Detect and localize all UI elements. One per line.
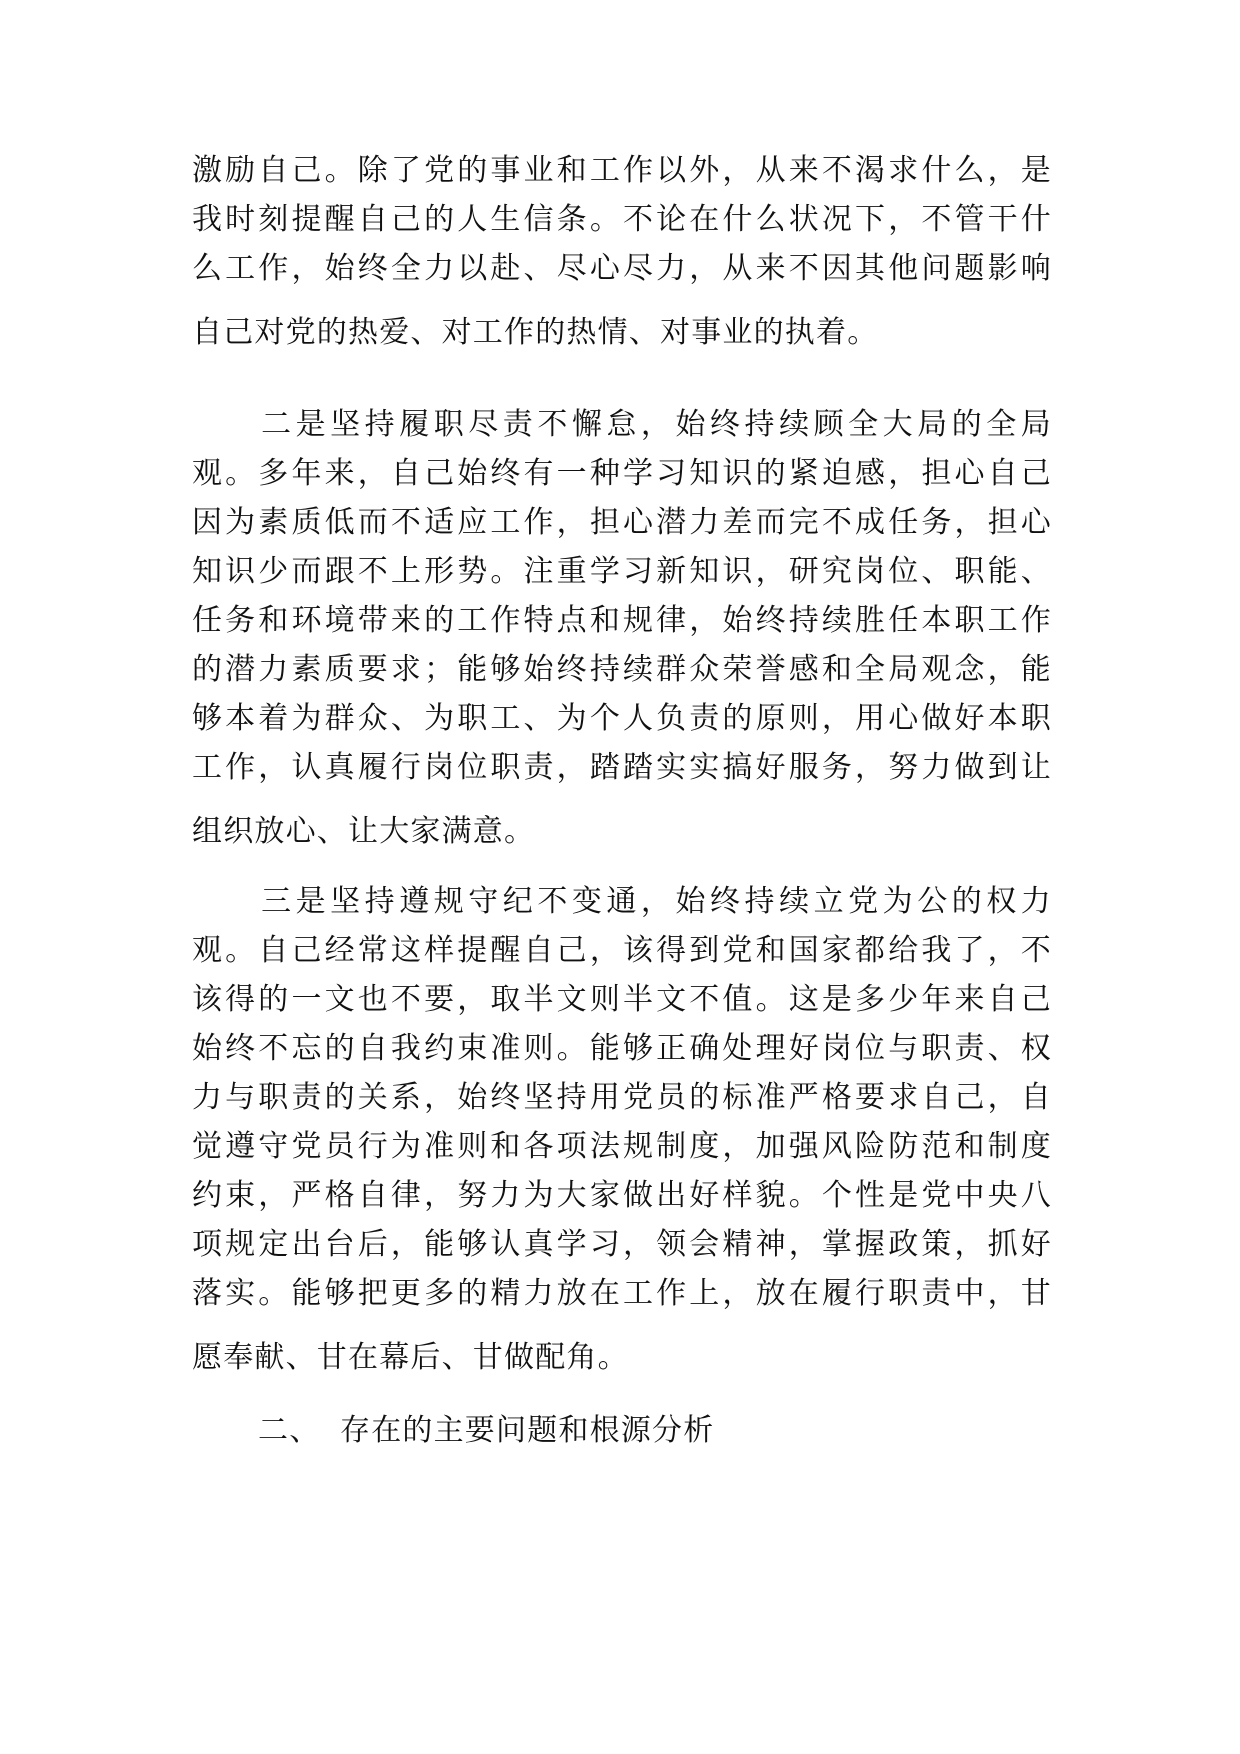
section-title: 存在的主要问题和根源分析 <box>340 1413 715 1448</box>
paragraph-1 <box>192 146 1052 357</box>
paragraph-line: 任务和环境带来的工作特点和规律，始终持续胜任本职工作 <box>192 603 1052 638</box>
paragraph-line: 力与职责的关系，始终坚持用党员的标准严格要求自己，自 <box>192 1080 1052 1115</box>
paragraph-line: 我时刻提醒自己的人生信条。不论在什么状况下，不管干什 <box>192 202 1052 237</box>
paragraph-line: 二是坚持履职尽责不懈怠，始终持续顾全大局的全局 <box>192 407 1052 442</box>
paragraph-line: 始终不忘的自我约束准则。能够正确处理好岗位与职责、权 <box>192 1031 1052 1066</box>
paragraph-line: 愿奉献、甘在幕后、甘做配角。 <box>192 1340 629 1375</box>
paragraph-line: 观。自己经常这样提醒自己，该得到党和国家都给我了，不 <box>192 933 1052 968</box>
paragraph-line: 该得的一文也不要，取半文则半文不值。这是多少年来自己 <box>192 982 1052 1017</box>
paragraph-line: 观。多年来，自己始终有一种学习知识的紧迫感，担心自己 <box>192 456 1052 491</box>
paragraph-line: 自己对党的热爱、对工作的热情、对事业的执着。 <box>192 315 879 350</box>
paragraph-3 <box>192 877 1052 1382</box>
section-number: 二、 <box>258 1413 321 1448</box>
paragraph-line: 的潜力素质要求；能够始终持续群众荣誉感和全局观念，能 <box>192 652 1052 687</box>
paragraph-line: 工作，认真履行岗位职责，踏踏实实搞好服务，努力做到让 <box>192 750 1052 785</box>
paragraph-line: 么工作，始终全力以赴、尽心尽力，从来不因其他问题影响 <box>192 251 1052 286</box>
paragraph-line: 知识少而跟不上形势。注重学习新知识，研究岗位、职能、 <box>192 554 1052 589</box>
paragraph-line: 约束，严格自律，努力为大家做出好样貌。个性是党中央八 <box>192 1178 1052 1213</box>
paragraph-line: 因为素质低而不适应工作，担心潜力差而完不成任务，担心 <box>192 505 1052 540</box>
paragraph-line: 够本着为群众、为职工、为个人负责的原则，用心做好本职 <box>192 701 1052 736</box>
paragraph-line: 落实。能够把更多的精力放在工作上，放在履行职责中，甘 <box>192 1276 1052 1311</box>
paragraph-line: 激励自己。除了党的事业和工作以外，从来不渴求什么，是 <box>192 153 1052 188</box>
paragraph-2 <box>192 400 1052 856</box>
section-heading <box>258 1406 714 1455</box>
paragraph-line: 三是坚持遵规守纪不变通，始终持续立党为公的权力 <box>192 884 1052 919</box>
paragraph-line: 组织放心、让大家满意。 <box>192 814 536 849</box>
paragraph-line: 觉遵守党员行为准则和各项法规制度，加强风险防范和制度 <box>192 1129 1052 1164</box>
paragraph-line: 项规定出台后，能够认真学习，领会精神，掌握政策，抓好 <box>192 1227 1052 1262</box>
